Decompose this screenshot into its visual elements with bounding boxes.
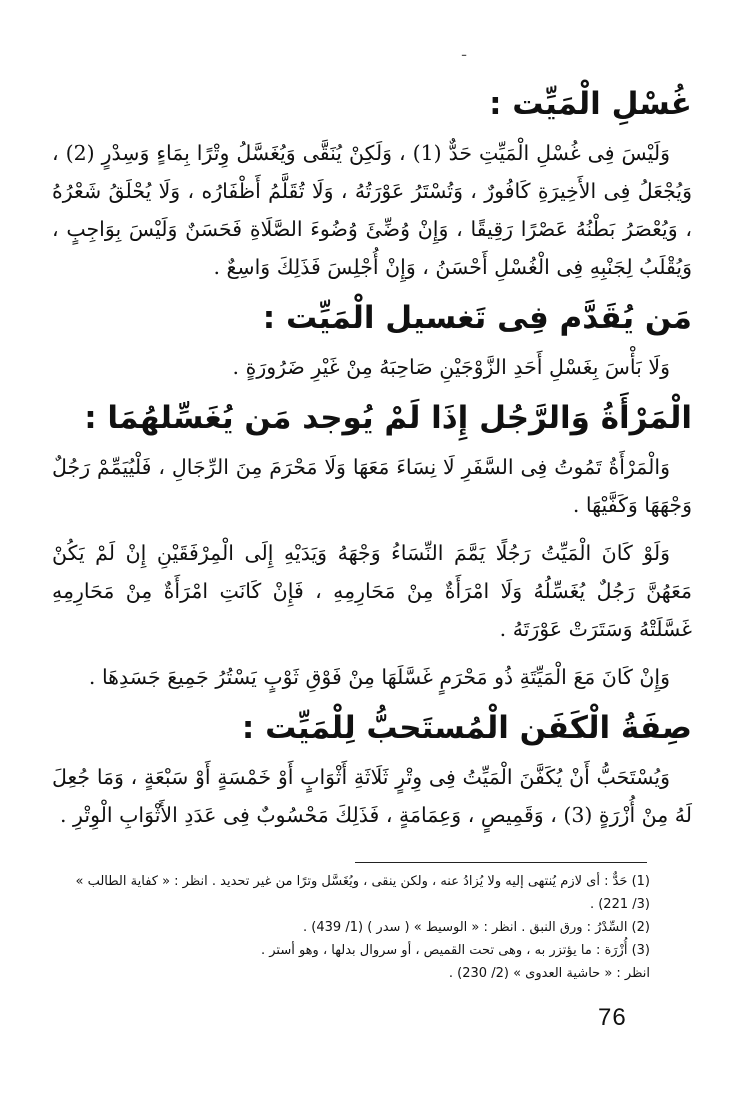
section-paragraph: وَإِنْ كَانَ مَعَ الْمَيِّتَةِ ذُو مَحْرَمٍ غَسَّلَهَا مِنْ فَوْقِ ثَوْبٍ يَسْتُرُ جَمِيعَ جَسَدِهَا . — [88, 665, 670, 689]
section-heading: صِفَةُ الْكَفَن الْمُستَحبُّ لِلْمَيِّت : — [241, 710, 692, 746]
section-paragraph: وَيُسْتَحَبُّ أَنْ يُكَفَّنَ الْمَيِّتُ فِى وِتْرٍ ثَلَاثَةِ أَثْوَابٍ أَوْ خَمْسَةٍ أَوْ سَبْعَةٍ ، وَمَا جُعِلَ لَهُ مِنْ أُزْرَةٍ (3) ، وَقَمِيصٍ ، وَعِمَامَةٍ ، فَذَلِكَ مَحْسُوبٌ فِى عَدَدِ الأَثْوَابِ الْوِتْرِ . — [52, 765, 692, 827]
section-heading: الْمَرْأَةُ وَالرَّجُل إِذَا لَمْ يُوجد مَن يُغَسِّلهُمَا : — [84, 400, 692, 436]
section-paragraph: وَلَوْ كَانَ الْمَيِّتُ رَجُلًا يَمَّمَ النِّسَاءُ وَجْهَهُ وَيَدَيْهِ إِلَى الْمِرْفَقَيْنِ إِنْ لَمْ يَكُنْ مَعَهُنَّ رَجُلٌ يُغَسِّلُهُ وَلَا امْرَأَةٌ مِنْ مَحَارِمِهِ ، فَإِنْ كَانَتِ امْرَأَةٌ مِنْ مَحَارِمِهِ غَسَّلَتْهُ وَسَتَرَتْ عَوْرَتَهُ . — [52, 541, 692, 641]
section-heading: غُسْلِ الْمَيِّت : — [489, 86, 692, 122]
footnotes — [70, 870, 650, 985]
footnote: (1) حَدٌّ : أى لازم يُنتهى إليه ولا يُزادُ عنه ، ولكن ينقى ، ويُغَسَّل وترًا من غير تحديد . انظر : « كفاية الطالب » (3/ 221) . — [75, 874, 650, 912]
page-body — [52, 82, 692, 844]
footnote: (3) أُزْرَة : ما يؤتزر به ، وهى تحت القميص ، أو سروال بدلها ، وهو أستر . — [260, 943, 650, 958]
footnote-divider — [355, 862, 647, 863]
page-number: 76 — [598, 1004, 627, 1031]
top-mark: ـ — [462, 44, 467, 60]
footnote: انظر : « حاشية العدوى » (2/ 230) . — [448, 966, 650, 981]
footnote: (2) السِّدْرُ : ورق النبق . انظر : « الوسيط » ( سدر ) (1/ 439) . — [303, 920, 650, 935]
section-heading: مَن يُقَدَّم فِى تَغسيل الْمَيِّت : — [262, 300, 692, 336]
section-paragraph: وَلَا بَأْسَ بِغَسْلِ أَحَدِ الزَّوْجَيْنِ صَاحِبَهُ مِنْ غَيْرِ ضَرُورَةٍ . — [232, 355, 670, 379]
section-paragraph: وَلَيْسَ فِى غُسْلِ الْمَيِّتِ حَدٌّ (1) ، وَلَكِنْ يُنَقَّى وَيُغَسَّلُ وِتْرًا بِمَاءٍ وَسِدْرٍ (2) ، وَيُجْعَلُ فِى الأَخِيرَةِ كَافُورٌ ، وَتُسْتَرُ عَوْرَتُهُ ، وَلَا تُقَلَّمُ أَظْفَارُه ، وَلَا يُحْلَقُ شَعْرُهُ ، وَيُعْصَرُ بَطْنُهُ عَصْرًا رَقِيقًا ، وَإِنْ وُضِّئَ وُضُوءَ الصَّلَاةِ فَحَسَنٌ وَلَيْسَ بِوَاجِبٍ ، وَيُقْلَبُ لِجَنْبِهِ فِى الْغُسْلِ أَحْسَنُ ، وَإِنْ أُجْلِسَ فَذَلِكَ وَاسِعٌ . — [52, 141, 692, 279]
section-paragraph: وَالْمَرْأَةُ تَمُوتُ فِى السَّفَرِ لَا نِسَاءَ مَعَهَا وَلَا مَحْرَمَ مِنَ الرِّجَالِ ، فَلْيُيَمِّمْ رَجُلٌ وَجْهَهَا وَكَفَّيْهَا . — [52, 455, 692, 517]
